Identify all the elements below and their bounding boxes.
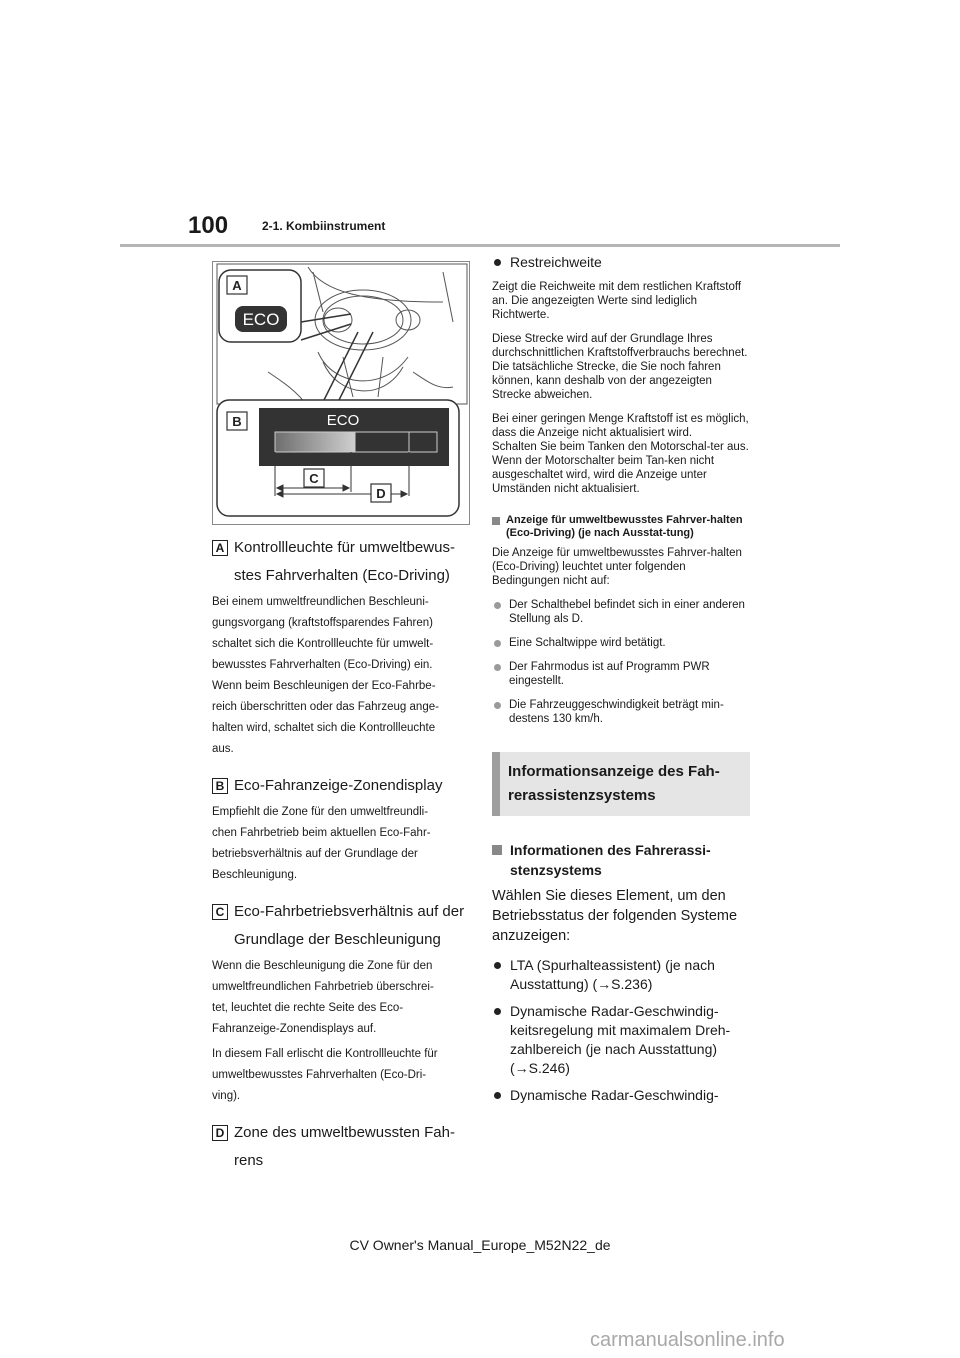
square-bullet-icon: [492, 517, 500, 525]
callout-c-label: C: [309, 471, 319, 486]
badge-c: C: [212, 904, 228, 920]
driver-assist-bullet-1: LTA (Spurhalteassistent) (je nach Ausstattung) (→S.236): [492, 956, 750, 994]
badge-a: A: [212, 540, 228, 556]
definition-c-title-line1: Eco-Fahrbetriebsverhältnis auf der: [234, 903, 465, 920]
driver-assist-section-title: Informationsanzeige des Fah-rerassistenzsystems: [492, 752, 750, 816]
definition-d-heading: [212, 1119, 468, 1175]
footer-text: CV Owner's Manual_Europe_M52N22_de: [349, 1237, 611, 1253]
definition-c-title-line2: Grundlage der Beschleunigung: [234, 931, 441, 948]
eco-bullet-2: Eine Schaltwippe wird betätigt.: [492, 636, 750, 650]
definition-c-heading: [212, 898, 468, 954]
eco-figure: [212, 261, 470, 525]
bullet-dot-icon: [494, 1092, 501, 1099]
header-rule: [120, 244, 840, 247]
range-text-3: Bei einer geringen Menge Kraftstoff ist es möglich, dass die Anzeige nicht aktualisiert wird.: [492, 413, 749, 439]
callout-b-label: B: [232, 414, 242, 429]
bullet-dot-icon: [494, 962, 501, 969]
definition-b-heading: [212, 772, 468, 800]
bullet-dot-icon: [494, 640, 501, 647]
dashboard-illustration: [213, 262, 469, 524]
definition-a-title-line2: stes Fahrverhalten (Eco-Driving): [234, 567, 450, 584]
bullet-dot-icon: [494, 602, 501, 609]
square-bullet-icon: [492, 845, 502, 855]
bullet-dot-icon: [494, 1008, 501, 1015]
eco-display-text: ECO: [326, 412, 360, 429]
watermark: carmanualsonline.info: [590, 1329, 785, 1351]
eco-indicator-text: ECO: [242, 310, 280, 329]
driver-assist-bullet-3: Dynamische Radar-Geschwindig-: [492, 1086, 750, 1105]
bullet-dot-icon: [494, 702, 501, 709]
eco-indicator-heading: Anzeige für umweltbewusstes Fahrver-halten (Eco-Driving) (je nach Ausstat-tung): [492, 514, 750, 540]
driver-assist-heading: Informationen des Fahrerassi-stenzsystems: [492, 840, 750, 880]
definition-a-title-line1: Kontrollleuchte für umweltbewus-: [234, 539, 455, 556]
right-column: [492, 253, 750, 1113]
range-heading: Restreichweite: [492, 253, 750, 272]
definition-a-text: Bei einem umweltfreundlichen Beschleuni- gungsvorgang (kraftstoffsparendes Fahren) schaltet sich die Kontrollleuchte für umwelt- bewusstes Fahrverhalten (Eco-Driving) ein. Wenn beim Beschleunigen der Eco-Fahrbe- reich überschritten oder das Fahrzeug ange- halten wird, schaltet sich die Kontrollleuchte aus.: [212, 596, 439, 755]
definition-c-text: Wenn die Beschleunigung die Zone für den umweltfreundlichen Fahrbetrieb überschrei- tet, leuchtet die rechte Seite des Eco- Fahranzeige-Zonendisplays auf.: [212, 960, 434, 1035]
driver-assist-bullet-2: Dynamische Radar-Geschwindig-keitsregelung mit maximalem Dreh-zahlbereich (je nach Ausstattung) (→S.246): [492, 1002, 750, 1078]
bullet-dot-icon: [494, 259, 501, 266]
range-text-4: Schalten Sie beim Tanken den Motorschal-ter aus. Wenn der Motorschalter beim Tan-ken nicht ausgeschaltet wird, wird die Anzeige unter Umständen nicht aktualisiert.: [492, 441, 749, 495]
badge-b: B: [212, 778, 228, 794]
eco-bullet-1: Der Schalthebel befindet sich in einer anderen Stellung als D.: [492, 598, 750, 626]
range-text-2: Diese Strecke wird auf der Grundlage Ihres durchschnittlichen Kraftstoffverbrauchs berechnet. Die tatsächliche Strecke, die Sie noch fahren können, kann deshalb von der angezeigten Strecke abweichen.: [492, 333, 748, 401]
definition-d-title-line1: Zone des umweltbewussten Fah-: [234, 1124, 455, 1141]
range-text-1: Zeigt die Reichweite mit dem restlichen Kraftstoff an. Die angezeigten Werte sind lediglich Richtwerte.: [492, 281, 742, 321]
page-number: 100: [188, 212, 229, 239]
driver-assist-intro: Wählen Sie dieses Element, um den Betriebsstatus der folgenden Systeme anzuzeigen:: [492, 888, 738, 944]
definition-a-heading: [212, 534, 468, 590]
definition-d-title-line2: rens: [234, 1152, 264, 1169]
eco-bullet-4: Die Fahrzeuggeschwindigkeit beträgt min-destens 130 km/h.: [492, 698, 750, 726]
definition-c-text-2: In diesem Fall erlischt die Kontrollleuchte für umweltbewusstes Fahrverhalten (Eco-Dri- ving).: [212, 1048, 438, 1102]
definition-b-title: Eco-Fahranzeige-Zonendisplay: [234, 777, 443, 794]
section-title: 2-1. Kombiinstrument: [262, 219, 386, 233]
bullet-dot-icon: [494, 664, 501, 671]
left-column: [212, 534, 468, 1177]
definition-b-text: Empfiehlt die Zone für den umweltfreundli- chen Fahrbetrieb beim aktuellen Eco-Fahr- betriebsverhältnis auf der Grundlage der Beschleunigung.: [212, 806, 431, 881]
badge-d: D: [212, 1125, 228, 1141]
callout-d-label: D: [376, 486, 386, 501]
callout-a-label: A: [232, 278, 242, 293]
eco-indicator-intro: Die Anzeige für umweltbewusstes Fahrver-halten (Eco-Driving) leuchtet unter folgenden Bedingungen nicht auf:: [492, 547, 742, 587]
eco-bullet-3: Der Fahrmodus ist auf Programm PWR eingestellt.: [492, 660, 750, 688]
